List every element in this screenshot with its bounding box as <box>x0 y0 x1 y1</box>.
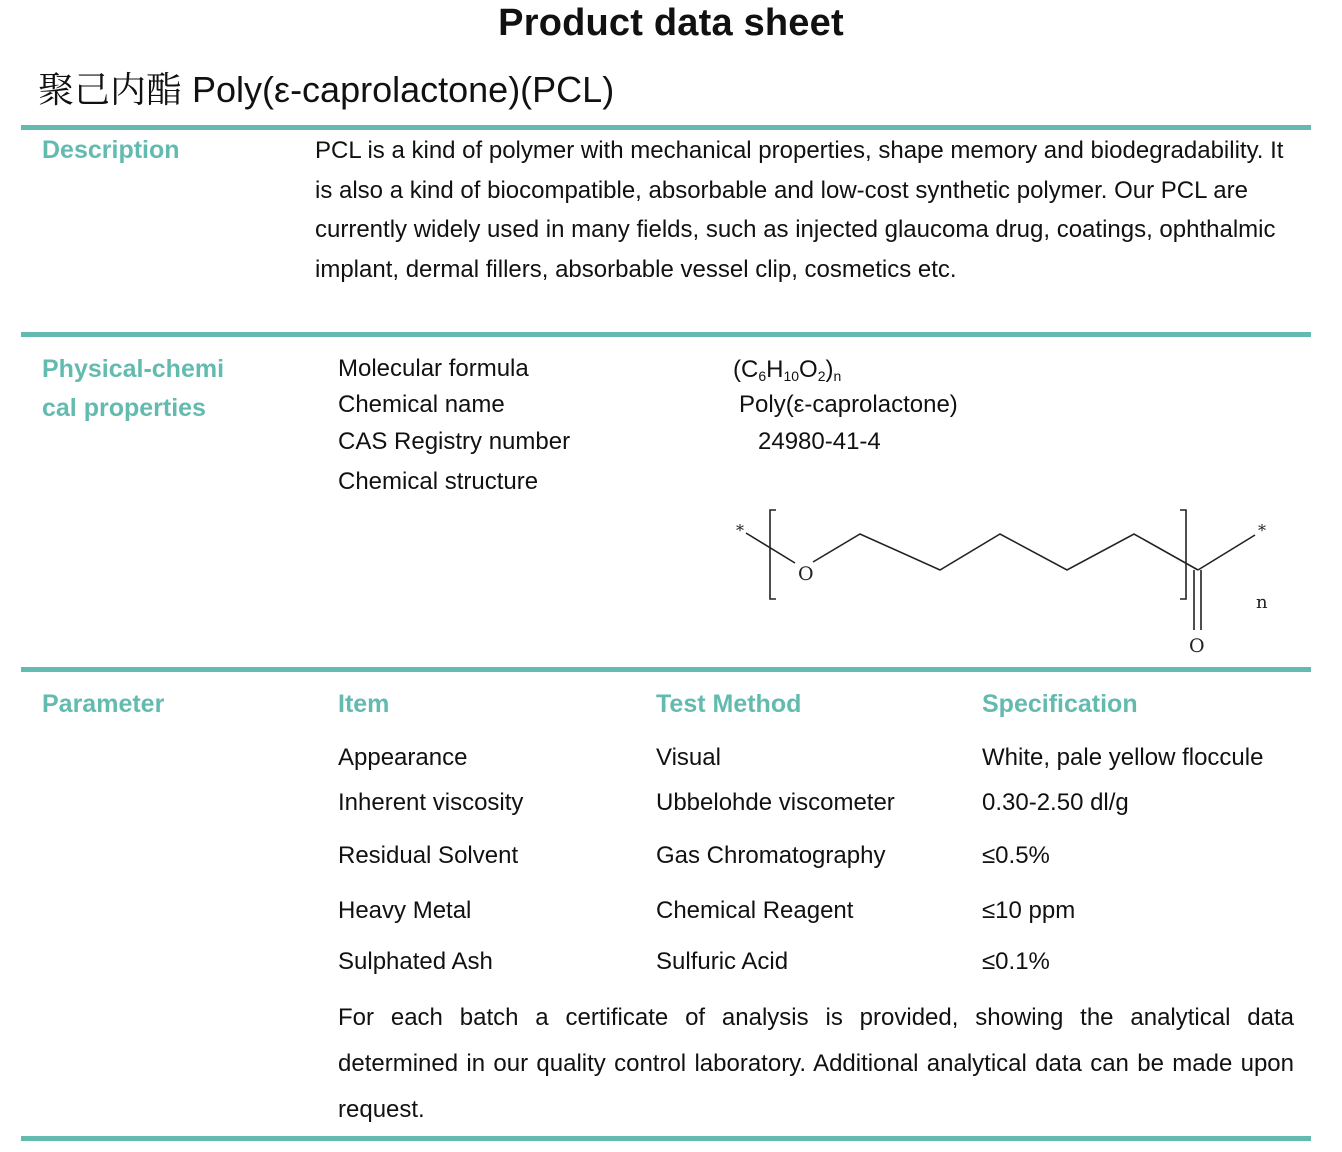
divider-physchem <box>21 667 1311 672</box>
row-item: Residual Solvent <box>338 842 519 869</box>
cas-number-value: 24980-41-4 <box>758 428 881 455</box>
molecular-formula-value: $(C_6H_{10}O_2)_n$ <box>733 356 842 384</box>
cas-number-label: CAS Registry number <box>338 428 571 455</box>
chemical-structure-diagram <box>720 500 1290 660</box>
carbonyl-oxygen: O <box>1189 635 1205 657</box>
physchem-label-line1: Physical-chemi <box>42 355 225 383</box>
certificate-note: For each batch a certificate of analysis is provided, showing the analytical data determined in our quality control laboratory. Additional analytical data can be made upon request. <box>338 1004 1294 1123</box>
chain-oxygen: O <box>798 563 814 585</box>
row-method: Ubbelohde viscometer <box>656 789 895 816</box>
row-method: Visual <box>656 744 721 771</box>
repeat-unit-n: n <box>1256 592 1268 613</box>
header-test-method: Test Method <box>656 690 802 718</box>
chemical-name-value: Poly(ε-caprolactone) <box>739 391 958 418</box>
physchem-label-line2: cal properties <box>42 394 206 422</box>
chemical-structure-label: Chemical structure <box>338 468 539 495</box>
row-spec: White, pale yellow floccule <box>982 744 1264 771</box>
molecular-formula-label: Molecular formula <box>338 355 529 382</box>
row-method: Chemical Reagent <box>656 897 854 924</box>
row-method: Gas Chromatography <box>656 842 886 869</box>
row-spec: 0.30-2.50 dl/g <box>982 789 1129 816</box>
right-end-star: * <box>1258 521 1266 540</box>
description-text: PCL is a kind of polymer with mechanical properties, shape memory and biodegradability. It is also a kind of biocompatible, absorbable and low-cost synthetic polymer. Our PCL are currently widely used in many fields, such as injected glaucoma drug, coatings, ophthalmic implant, dermal fillers, absorbable vessel clip, cosmetics etc. <box>315 137 1284 283</box>
divider-bottom <box>21 1136 1311 1141</box>
row-item: Inherent viscosity <box>338 789 524 816</box>
parameter-label: Parameter <box>42 690 165 718</box>
row-item: Sulphated Ash <box>338 948 493 975</box>
header-item: Item <box>338 690 390 718</box>
row-item: Appearance <box>338 744 468 771</box>
page-title: Product data sheet <box>498 2 844 44</box>
chemical-name-label: Chemical name <box>338 391 505 418</box>
row-method: Sulfuric Acid <box>656 948 789 975</box>
row-spec: ≤0.1% <box>982 948 1050 975</box>
description-label: Description <box>42 136 180 164</box>
left-end-star: * <box>736 521 744 540</box>
row-spec: ≤0.5% <box>982 842 1050 869</box>
header-specification: Specification <box>982 690 1138 718</box>
product-name: 聚己内酯 Poly(ε-caprolactone)(PCL) <box>38 69 615 110</box>
divider-top <box>21 125 1311 130</box>
row-spec: ≤10 ppm <box>982 897 1076 924</box>
divider-description <box>21 332 1311 337</box>
row-item: Heavy Metal <box>338 897 472 924</box>
physchem-label <box>42 350 224 428</box>
